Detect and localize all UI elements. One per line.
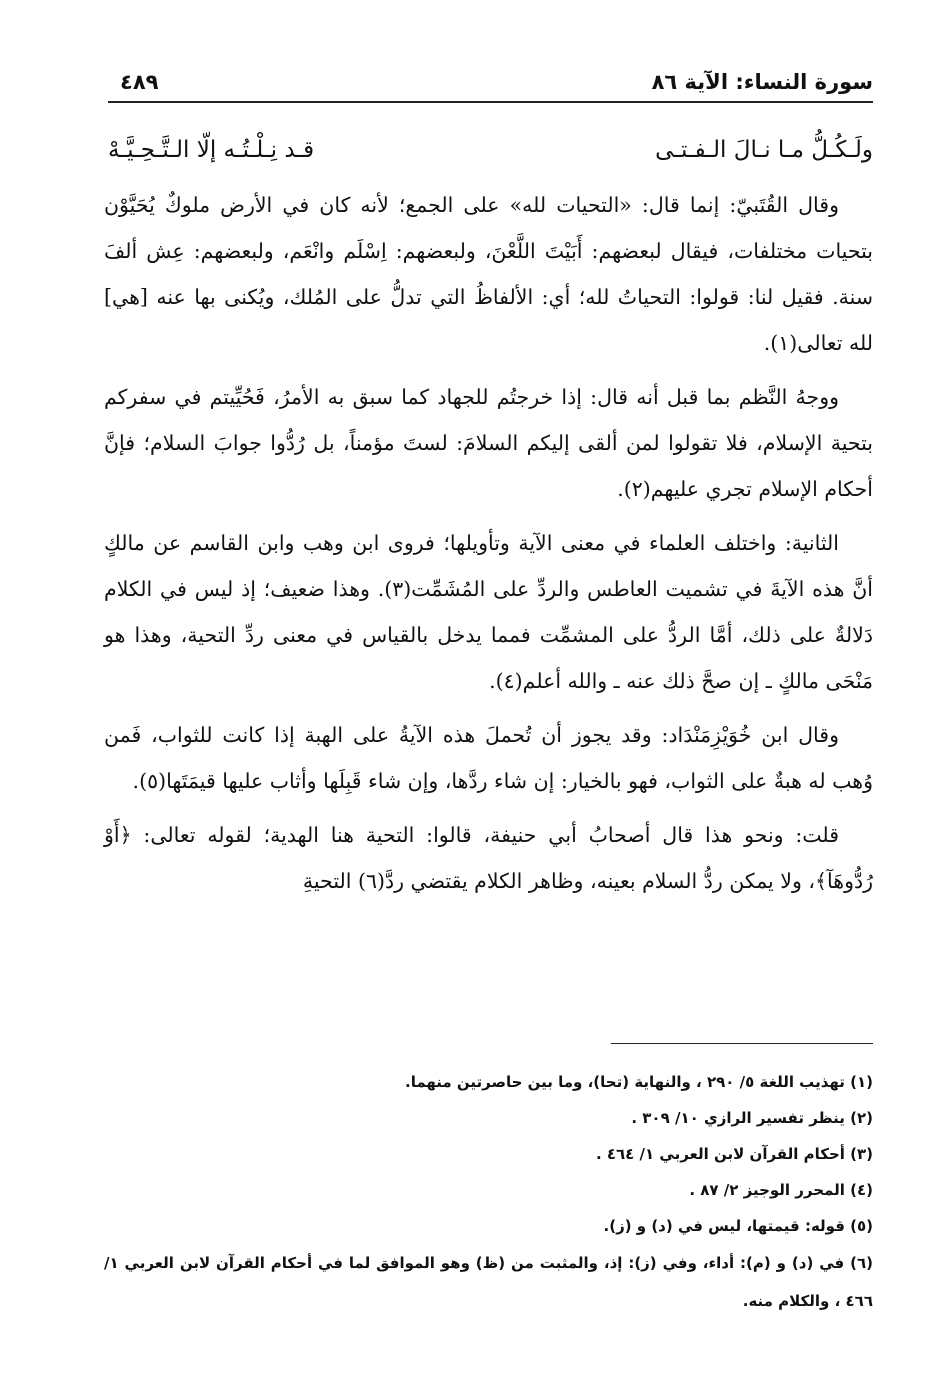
verse-second-hemistich: قـد نِـلْـتُـه إلّا الـتَّـحِـيَّـهْ bbox=[108, 137, 315, 163]
footnote-2: (٢) ينظر تفسير الرازي ١٠/ ٣٠٩ . bbox=[631, 1109, 873, 1127]
footnote-6: (٦) في (د) و (م): أداء، وفي (ز): إذ، والمثبت من (ظ) وهو الموافق لما في أحكام القرآن لابن العربي ١/ ٤٦٦ ، والكلام منه. bbox=[104, 1254, 873, 1310]
poetry-verse bbox=[108, 137, 873, 177]
paragraph-second-issue: الثانية: واختلف العلماء في معنى الآية وتأويلها؛ فروى ابن وهب وابن القاسم عن مالكٍ أنَّ هذه الآيةَ في تشميت العاطس والردِّ على المُشَمِّت(٣). وهذا ضعيف؛ إذ ليس في الكلام دَلالةٌ على ذلك، أمَّا الردُّ على المشمِّت فمما يدخل بالقياس في معنى ردِّ التحية، وهذا هو مَنْحَى مالكٍ ـ إن صحَّ ذلك عنه ـ والله أعلم(٤). bbox=[104, 531, 873, 693]
footnote-1: (١) تهذيب اللغة ٥/ ٢٩٠ ، والنهاية (تحا)، وما بين حاصرتين منهما. bbox=[405, 1073, 873, 1091]
paragraph-khuwayzimandad: وقال ابن خُوَيْزِمَنْدَاد: وقد يجوز أن تُحملَ هذه الآيةُ على الهبة إذا كانت للثواب، فَمن وُهب له هبةٌ على الثواب، فهو بالخيار: إن شاء ردَّها، وإن شاء قَبِلَها وأثاب عليها قيمَتَها(٥). bbox=[104, 723, 873, 793]
page-number: ٤٨٩ bbox=[120, 70, 159, 94]
surah-header-title: سورة النساء: الآية ٨٦ bbox=[651, 70, 873, 94]
paragraph-nazm: ووجهُ النَّظم بما قبل أنه قال: إذا خرجتُم للجهاد كما سبق به الأمرُ، فَحُيِّيتم في سفركم بتحية الإسلام، فلا تقولوا لمن ألقى إليكم السلامَ: لستَ مؤمناً، بل رُدُّوا جوابَ السلام؛ فإنَّ أحكام الإسلام تجري عليهم(٢). bbox=[104, 385, 873, 501]
header-rule bbox=[108, 101, 873, 103]
footnote-5: (٥) قوله: قيمتها، ليس في (د) و (ز). bbox=[603, 1217, 873, 1235]
verse-first-hemistich: ولَـكُـلُّ مـا نـالَ الـفـتـى bbox=[655, 137, 873, 163]
footnote-4: (٤) المحرر الوجيز ٢/ ٨٧ . bbox=[689, 1181, 873, 1199]
footnote-separator bbox=[611, 1043, 873, 1044]
footnotes bbox=[104, 1064, 873, 1320]
paragraph-qultu: قلت: ونحو هذا قال أصحابُ أبي حنيفة، قالوا: التحية هنا الهدية؛ لقوله تعالى: ﴿أَوْ رُدُّوهَآ﴾، ولا يمكن ردُّ السلام بعينه، وظاهر الكلام يقتضي ردَّ(٦) التحيةِ bbox=[104, 823, 873, 893]
running-header bbox=[108, 70, 873, 100]
paragraph-qutabi: وقال القُتَبيّ: إنما قال: «التحيات لله» على الجمع؛ لأنه كان في الأرض ملوكٌ يُحَيَّوْن بتحيات مختلفات، فيقال لبعضهم: أَبَيْتَ اللَّعْنَ، ولبعضهم: اِسْلَم وانْعَم، ولبعضهم: عِش ألفَ سنة. فقيل لنا: قولوا: التحياتُ لله؛ أي: الألفاظُ التي تدلُّ على المُلك، ويُكنى بها عنه [هي] لله تعالى(١). bbox=[104, 193, 873, 355]
footnote-3: (٣) أحكام القرآن لابن العربي ١/ ٤٦٤ . bbox=[595, 1145, 873, 1163]
main-text bbox=[104, 182, 873, 912]
